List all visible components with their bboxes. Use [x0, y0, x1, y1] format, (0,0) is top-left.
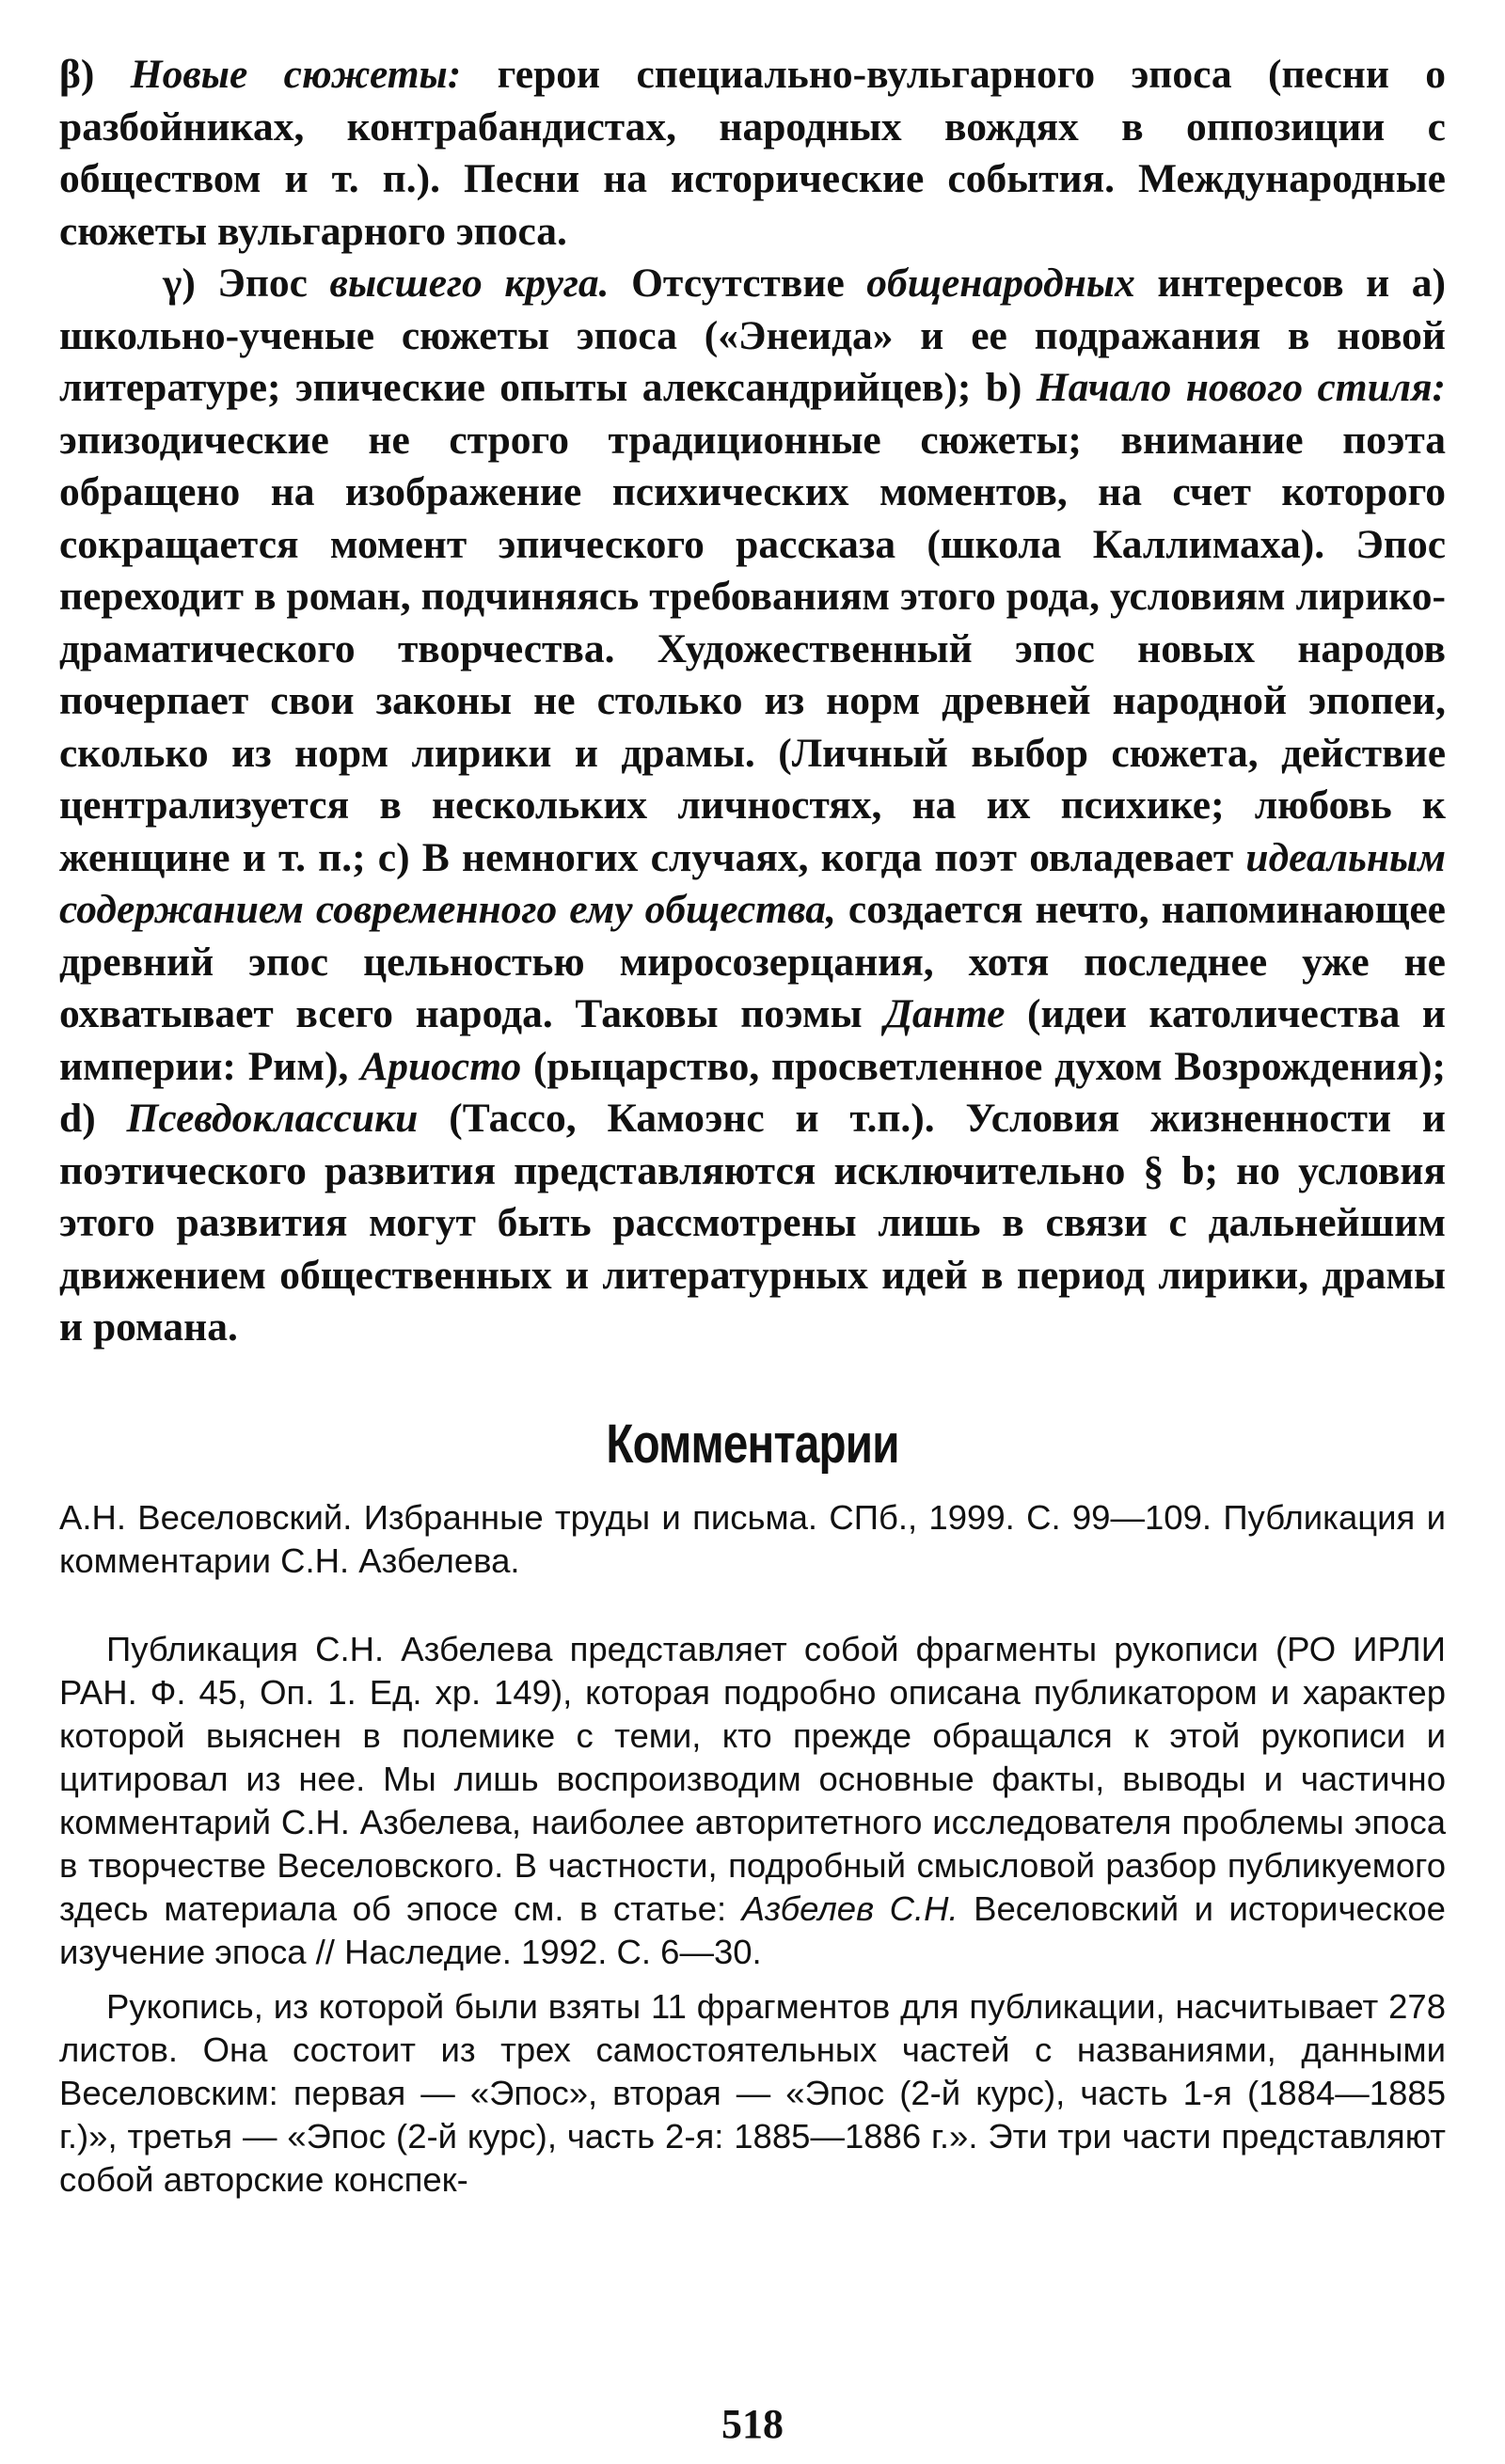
- italic-term: Начало нового стиля:: [1036, 365, 1447, 410]
- italic-term: Псевдоклассики: [126, 1096, 419, 1141]
- page-number: 518: [721, 2401, 784, 2447]
- paragraph-text: (Тассо, Камоэнс и т.п.). Условия жизненности и поэтического развития представляются исключительно § b; но условия этого развития могут быть рассмотрены лишь в связи с дальнейшим движением общественных и литературных идей в период лирики, драмы и романа.: [59, 1096, 1446, 1350]
- comment-paragraph-1: [59, 1628, 1446, 1974]
- page-content: [59, 49, 1446, 2202]
- paragraph-text: Веселовский и историческое изучение эпоса // Наследие. 1992. С. 6—30.: [59, 1888, 1446, 1971]
- paragraph-text: эпизодические не строго традиционные сюжеты; внимание поэта обращено на изображение психических моментов, на счет которого сокращается момент эпического рассказа (школа Каллимаха). Эпос переходит в роман, подчиняясь требованиям этого рода, условиям лирико-драматического творчества. Художественный эпос новых народов почерпает свои законы не столько из норм древней народной эпопеи, сколько из норм лирики и драмы. (Личный выбор сюжета, действие централизуется в нескольких личностях, на их психике; любовь к женщине и т. п.; c) В немногих случаях, когда поэт овладевает: [59, 417, 1446, 880]
- paragraph-gamma: [59, 258, 1446, 1354]
- item-marker: β): [59, 52, 95, 97]
- paragraph-text: герои специально-вульгарного эпоса (песни о разбойниках, контрабандистах, народных вождях в оппозиции с обществом и т. п.). Песни на исторические события. Международные сюжеты вульгарного эпоса.: [59, 52, 1446, 254]
- italic-term: высшего круга.: [329, 261, 610, 306]
- italic-term: идеальным содержанием современного ему общества,: [59, 834, 1446, 932]
- paragraph-text: создается нечто, напоминающее древний эпос цельностью миросозерцания, хотя последнее уже не охватывает всего народа. Таковы поэмы: [59, 887, 1446, 1036]
- paragraph-text: Отсутствие: [609, 261, 867, 306]
- italic-term: Данте: [884, 991, 1006, 1036]
- section-heading: Комментарии: [606, 1413, 899, 1475]
- comment-paragraph-2: Рукопись, из которой были взяты 11 фрагментов для публикации, насчитывает 278 листов. Она состоит из трех самостоятельных частей с названиями, данными Веселовским: первая — «Эпос», вторая — «Эпос (2-й курс), часть 1-я (1884—1885 г.)», третья — «Эпос (2-й курс), часть 2-я: 1885—1886 г.». Эти три части представляют собой авторские конспек-: [59, 1986, 1446, 2199]
- source-citation: А.Н. Веселовский. Избранные труды и письма. СПб., 1999. С. 99—109. Публикация и комментарии С.Н. Азбелева.: [59, 1497, 1446, 1580]
- paragraph-text: (идеи католичества и империи: Рим),: [59, 991, 1446, 1089]
- paragraph-beta: [59, 49, 1446, 258]
- italic-author: Азбелев С.Н.: [741, 1888, 958, 1928]
- paragraph-text: (рыцарство, просветленное духом Возрождения); d): [59, 1043, 1446, 1141]
- italic-term: Новые сюжеты:: [130, 52, 462, 97]
- paragraph-text: Публикация С.Н. Азбелева представляет собой фрагменты рукописи (РО ИРЛИ РАН. Ф. 45, Оп. 1. Ед. хр. 149), которая подробно описана публикатором и характер которой выяснен в полемике с теми, кто прежде обращался к этой рукописи и цитировал из нее. Мы лишь воспроизводим основные факты, выводы и частично комментарий С.Н. Азбелева, наиболее авторитетного исследователя проблемы эпоса в творчестве Веселовского. В частности, подробный смысловой разбор публикуемого здесь материала об эпосе см. в статье:: [59, 1629, 1446, 1928]
- italic-term: общенародных: [866, 261, 1135, 306]
- item-marker: γ) Эпос: [163, 261, 330, 306]
- italic-term: Ариосто: [360, 1043, 522, 1089]
- paragraph-text: интересов и a) школьно-ученые сюжеты эпоса («Энеида» и ее подражания в новой литературе; эпические опыты александрийцев); b): [59, 261, 1446, 410]
